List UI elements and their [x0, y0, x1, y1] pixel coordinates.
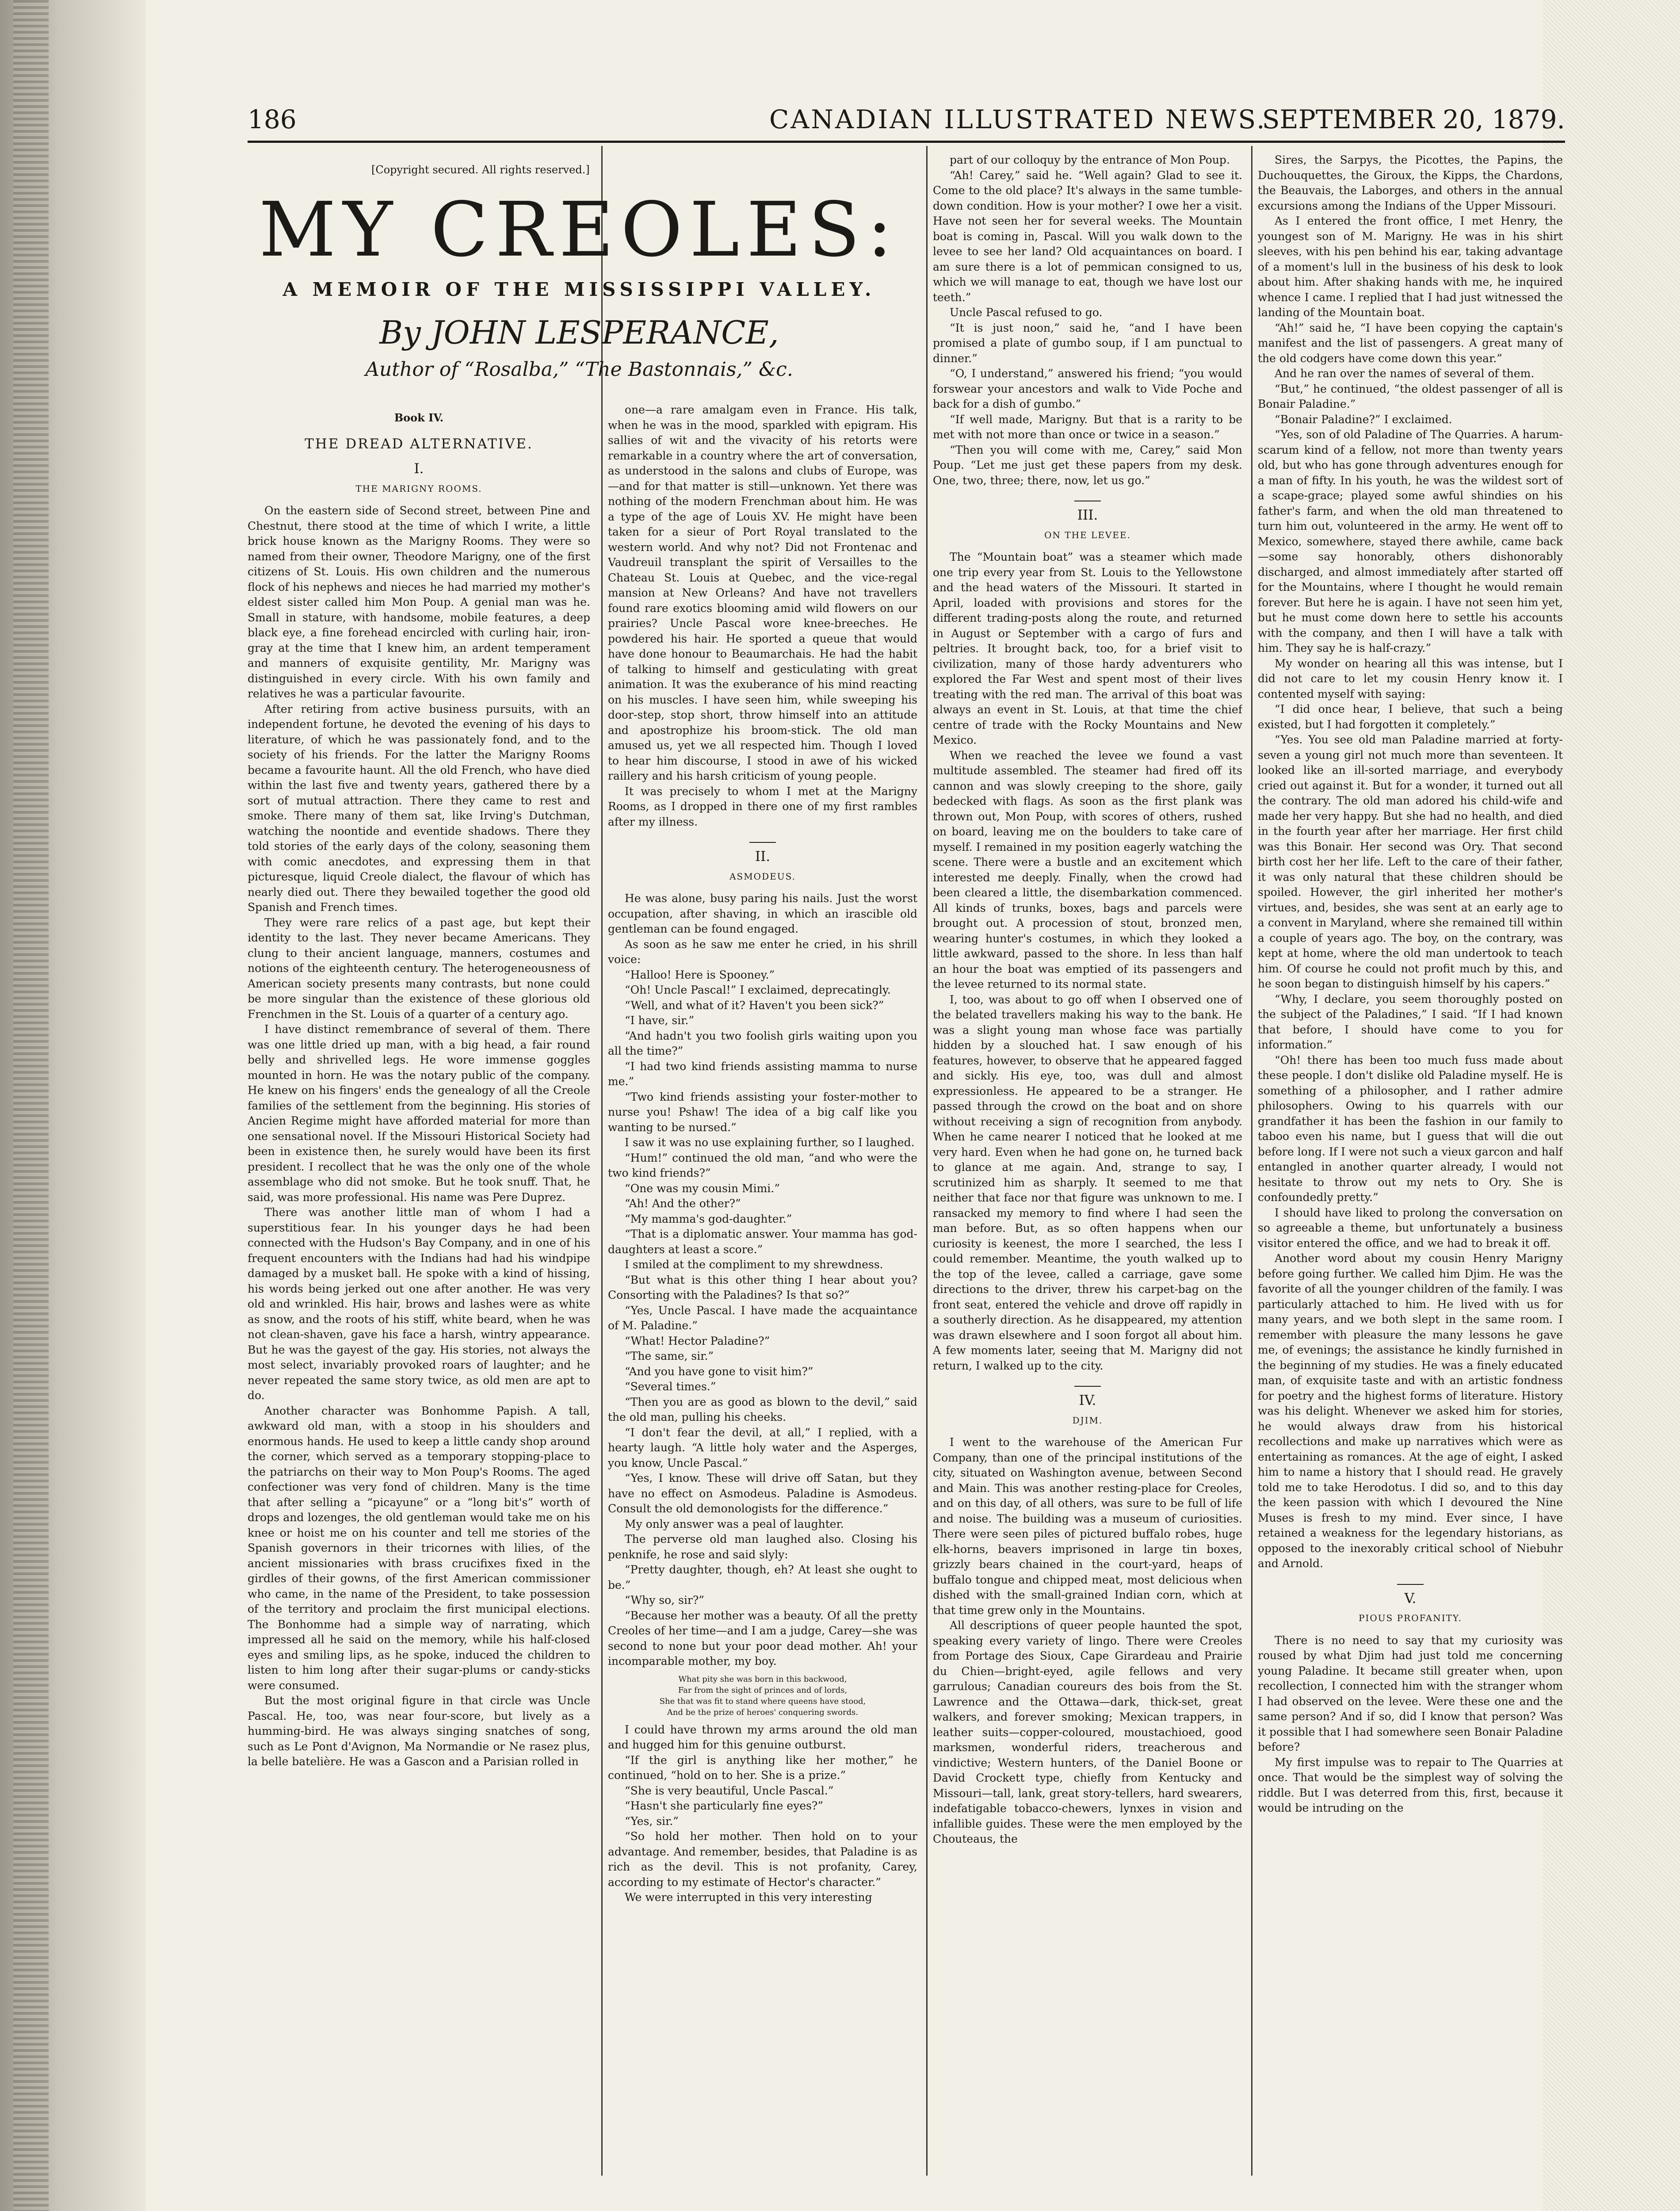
page-header [248, 104, 1565, 144]
chapter-title: PIOUS PROFANITY. [1359, 1613, 1462, 1623]
paragraph: “O, I understand,” answered his friend; “you would forswear your ancestors and walk to Vide Poche and back for a dish of gumbo.” [933, 367, 1242, 410]
paragraph: “If well made, Marigny. But that is a rarity to be met with not more than once or twice in a season.” [933, 413, 1242, 441]
column-3 [933, 153, 1242, 2176]
paragraph: All descriptions of queer people haunted the spot, speaking every variety of lingo. There were Creoles from Portage des Sioux, Cape Girardeau and Prairie du Chien—bright-eyed, agile fellows and very garrulous; Canadian coureurs des bois from the St. Lawrence and the Ottawa—dark, thick-set, great walkers, and forever smoking; Mexican trappers, in leather suits—copper-coloured, moustachioed, good marksmen, wonderful riders, treacherous and vindictive; Western hunters, of the Daniel Boone or David Crockett type, chiefly from Kentucky and Missouri—tall, lank, great story-tellers, hard swearers, indefatigable tobacco-chewers, lynxes in vision and infallible guides. These were the men employed by the Chouteaus, the [933, 1619, 1242, 1845]
paragraph: But the most original figure in that circle was Uncle Pascal. He, too, was near four-score, but lively as a humming-bird. He was always singing snatches of song, such as Le Pont d'Avignon, Ma Normandie or Ne rasez plus, la belle batelière. He was a Gascon and a Parisian rolled in [248, 1694, 590, 1768]
byline: By JOHN LESPERANCE, [379, 314, 779, 351]
paragraph: “Hasn't she particularly fine eyes?” [625, 1799, 824, 1812]
chapter-number: III. [1077, 507, 1098, 523]
chapter-title: DJIM. [1072, 1415, 1103, 1426]
paragraph: one—a rare amalgam even in France. His talk, when he was in the mood, sparkled with epigram. His sallies of wit and the vivacity of his retorts were remarkable in a country where the art of conversation, as understood in the salons and clubs of Europe, was—and for that matter is still—unknown. Yet there was nothing of the modern Frenchman about him. He was a type of the age of Louis XV. He might have been taken for a sieur of Port Royal translated to the western world. And why not? Did not Frontenac and Vaudreuil transplant the spirit of Versailles to the Chateau St. Louis at Quebec, and the vice-regal mansion at New Orleans? And have not travellers found rare exotics blooming amid wild flowers on our prairies? Uncle Pascal wore knee-breeches. He powdered his hair. He sported a queue that would have done honour to Beaumarchais. He had the habit of talking to himself and gesticulating with great animation. It was the exuberance of his mind reacting on his muscles. I have seen him, while sweeping his door-step, stop short, throw himself into an attitude and apostrophize his broom-stick. The old man amused us, yet we all respected him. Though I loved to hear him discourse, I stood in awe of his wicked raillery and his harsh criticism of young people. [608, 403, 917, 782]
paragraph: “And hadn't you two foolish girls waiting upon you all the time?” [608, 1029, 917, 1057]
paragraph: “Yes, son of old Paladine of The Quarries. A harum-scarum kind of a fellow, not more than twenty years old, but who has gone through adventures enough for a man of fifty. In his youth, he was the wildest sort of a scape-grace; played some awful shindies on his father's farm, and when the old man threatened to turn him out, volunteered in the army. He went off to Mexico, somewhere, stayed there awhile, came back—some say honorably, others dishonorably discharged, and almost immediately after started off for the Mountains, where I thought he would remain forever. But here he is again. I have not seen him yet, but he must come down here to settle his accounts with the company, and then I will have a talk with him. They say he is half-crazy.” [1258, 428, 1563, 654]
paragraph: “If the girl is anything like her mother,” he continued, “hold on to her. She is a prize.” [608, 1753, 917, 1782]
part-title: THE DREAD ALTERNATIVE. [305, 436, 533, 452]
chapter-title: ON THE LEVEE. [1044, 529, 1131, 540]
article-title: MY CREOLES: [259, 186, 900, 274]
paragraph: It was precisely to whom I met at the Marigny Rooms, as I dropped in there one of my first rambles after my illness. [608, 784, 917, 828]
column-divider [1251, 146, 1252, 2176]
verse-quote [608, 1674, 917, 1718]
paragraph: “I have, sir.” [625, 1014, 695, 1027]
paragraph: “Ah! Carey,” said he. “Well again? Glad to see it. Come to the old place? It's always in the same tumble-down condition. How is your mother? I owe her a visit. Have not seen her for several weeks. The Mountain boat is coming in, Pascal. Will you walk down to the levee to see her land? Old acquaintances on board. I am sure there is a lot of pemmican consigned to us, which we will manage to eat, though we have lost our teeth.” [933, 168, 1242, 304]
paragraph: I have distinct remembrance of several of them. There was one little dried up man, with a big head, a fair round belly and shrivelled legs. He wore immense goggles mounted in horn. He was the notary public of the company. He knew on his fingers' ends the genealogy of all the Creole families of the settlement from the beginning. His stories of Ancien Regime might have afforded material for more than one sensational novel. If the Missouri Historical Society had been in existence then, he surely would have been its first president. I recollect that he was the only one of the whole assemblage who did not smoke. But he took snuff. That, he said, was more professional. His name was Pere Duprez. [248, 1023, 590, 1204]
paragraph: After retiring from active business pursuits, with an independent fortune, he devoted the evening of his days to literature, of which he was passionately fond, and to the society of his friends. For the latter the Marigny Rooms became a favourite haunt. All the old French, who have died within the last five and twenty years, gathered there by a sort of mutual attraction. There they came to rest and smoke. There many of them sat, like Irving's Dutchman, watching the noontide and eventide shadows. There they told stories of the early days of the colony, seasoning them with comic anecdotes, and expressing them in that picturesque, liquid Creole dialect, the flavour of which has nearly died out. There they bewailed together the good old Spanish and French times. [248, 702, 590, 914]
paragraph: “It is just noon,” said he, “and I have been promised a plate of gumbo soup, if I am punctual to dinner.” [933, 321, 1242, 365]
paragraph: The “Mountain boat” was a steamer which made one trip every year from St. Louis to the Yellowstone and the head waters of the Missouri. It started in April, loaded with provisions and stores for the different trading-posts along the route, and returned in August or September with a cargo of furs and peltries. It brought back, too, for a brief visit to civilization, many of those hardy adventurers who explored the Far West and spent most of their lives treating with the red man. The arrival of this boat was always an event in St. Louis, at that time the chief centre of trade with the Rocky Mountains and New Mexico. [933, 551, 1242, 746]
paragraph: “And you have gone to visit him?” [625, 1365, 813, 1378]
paragraph: “The same, sir.” [625, 1350, 714, 1362]
paragraph: “One was my cousin Mimi.” [625, 1182, 780, 1195]
paragraph: “I did once hear, I believe, that such a being existed, but I had forgotten it completely.” [1258, 703, 1563, 731]
paragraph: “I had two kind friends assisting mamma to nurse me.” [608, 1060, 917, 1088]
chapter-title: ASMODEUS. [729, 871, 796, 882]
column-1 [248, 402, 590, 2176]
paragraph: “Well, and what of it? Haven't you been sick?” [625, 998, 884, 1012]
paragraph: “Yes, I know. These will drive off Satan, but they have no effect on Asmodeus. Paladine is Asmodeus. Consult the old demonologists for the difference.” [608, 1472, 917, 1515]
paragraph: Sires, the Sarpys, the Picottes, the Papins, the Duchouquettes, the Giroux, the Kipps, the Chardons, the Beauvais, the Laborges, and others in the annual excursions among the Indians of the Upper Missouri. [1258, 153, 1563, 212]
paragraph: “Oh! Uncle Pascal!” I exclaimed, deprecatingly. [625, 983, 891, 996]
paragraph: “So hold her mother. Then hold on to your advantage. And remember, besides, that Paladine is as rich as the devil. This is not profanity, Carey, according to my estimate of Hector's character.” [608, 1830, 917, 1889]
verse-line: And be the prize of heroes' conquering swords. [667, 1707, 859, 1717]
chapter-number: I. [414, 461, 424, 477]
issue-date: SEPTEMBER 20, 1879. [1262, 104, 1565, 134]
paragraph: “Halloo! Here is Spooney.” [625, 968, 775, 981]
paragraph: When we reached the levee we found a vast multitude assembled. The steamer had fired off its cannon and was slowly creeping to the shore, gaily bedecked with flags. As soon as the first plank was thrown out, Mon Poup, with scores of others, rushed on board, leaving me on the boulders to take care of myself. I remained in my position eagerly watching the scene. There were a bustle and an excitement which interested me deeply. Finally, when the crowd had been cleared a little, the disembarkation commenced. All kinds of trunks, boxes, bags and parcels were brought out. A procession of stout, bronzed men, wearing hunter's costumes, in which they looked a little awkward, passed to the shore. In less than half an hour the boat was emptied of its passengers and the levee returned to its normal state. [933, 749, 1242, 991]
paragraph: “I don't fear the devil, at all,” I replied, with a hearty laugh. “A little holy water and the Asperges, you know, Uncle Pascal.” [608, 1426, 917, 1469]
paragraph: “My mamma's god-daughter.” [625, 1212, 792, 1225]
copyright-notice: [Copyright secured. All rights reserved.] [371, 164, 590, 176]
binding-edge [0, 0, 146, 2211]
paragraph: “Ah!” said he, “I have been copying the captain's manifest and the list of passengers. A great many of the old codgers have come down this year.” [1258, 321, 1563, 365]
paragraph: On the eastern side of Second street, between Pine and Chestnut, there stood at the time of which I write, a little brick house known as the Marigny Rooms. They were so named from their owner, Theodore Marigny, one of the first citizens of St. Louis. His own children and the numerous flock of his nephews and nieces he had married my mother's eldest sister called him Mon Poup. A genial man was he. Small in stature, with handsome, mobile features, a deep black eye, a fine forehead encircled with curling hair, iron-gray at the time that I knew him, an ardent temperament and manners of exquisite gentility, Mr. Marigny was distinguished in every circle. With his own family and relatives he was a particular favourite. [248, 504, 590, 700]
masthead: CANADIAN ILLUSTRATED NEWS. [769, 104, 1267, 134]
paragraph: “Yes. You see old man Paladine married at forty-seven a young girl not much more than seventeen. It looked like an ill-sorted marriage, and everybody cried out against it. But for a wonder, it turned out all the contrary. The old man adored his child-wife and made her very happy. But she had no health, and died in the fourth year after her marriage. Her first child was this Bonair. Her second was Ory. That second birth cost her her life. Left to the care of their father, it was only natural that these children should be spoiled. However, the girl inherited her mother's virtues, and, besides, she was sent at an early age to a convent in Maryland, where she remained till within a couple of years ago. The boy, on the contrary, was kept at home, where the old man undertook to teach him. Of course he could not profit much by this, and he soon began to distinguish himself by his capers.” [1258, 733, 1563, 990]
column-divider [601, 146, 603, 2176]
paper-margin [1543, 0, 1680, 2211]
paragraph: As soon as he saw me enter he cried, in his shrill voice: [608, 937, 917, 966]
paragraph: And he ran over the names of several of them. [1275, 367, 1535, 380]
column-divider [926, 146, 928, 2176]
paragraph: “Hum!” continued the old man, “and who were the two kind friends?” [608, 1151, 917, 1179]
chapter-number: IV. [1079, 1392, 1096, 1408]
paragraph: “Bonair Paladine?” I exclaimed. [1275, 413, 1452, 426]
verse-line: She that was fit to stand where queens have stood, [659, 1696, 866, 1706]
paragraph: “That is a diplomatic answer. Your mamma has god-daughters at least a score.” [608, 1228, 917, 1256]
paragraph: Uncle Pascal refused to go. [950, 306, 1103, 319]
paragraph: Another word about my cousin Henry Marigny before going further. We called him Djim. He was the favorite of all the younger children of the family. I was particularly attached to him. He lived with us for many years, and we both slept in the same room. I remember with pleasure the many lessons he gave me, of evenings; the assistance he kindly furnished in the beginning of my studies. He was a finely educated man, of exquisite taste and with an artistic fondness for poetry and the highest forms of literature. History was his delight. Whenever we asked him for stories, he would always draw from his historical recollections and make up narratives which were as entertaining as romances. At the age of eight, I asked him to name a history that I should read. He gravely told me to take Herodotus. I did so, and to this day the keen passion with which I devoured the Nine Muses is fresh to my mind. Ever since, I have retained a weakness for the legendary historians, as opposed to the inexorably critical school of Niebuhr and Arnold. [1258, 1252, 1563, 1570]
paragraph: As I entered the front office, I met Henry, the youngest son of M. Marigny. He was in his shirt sleeves, with his pen behind his ear, taking advantage of a moment's lull in the business of his desk to look about him. After shaking hands with me, he inquired whence I came. I replied that I had just witnessed the landing of the Mountain boat. [1258, 214, 1563, 319]
author-note: Author of “Rosalba,” “The Bastonnais,” &c. [365, 358, 793, 381]
paragraph: I, too, was about to go off when I observed one of the belated travellers making his way to the bank. He was a slight young man whose face was partially hidden by a slouched hat. I saw enough of his features, however, to observe that he appeared fagged and sickly. His eye, too, was dull and almost expressionless. He appeared to be a stranger. He passed through the crowd on the boat and on shore without receiving a sign of recognition from anybody. When he came nearer I noticed that he looked at me very hard. Even when he had gone on, he turned back to glance at me again. And, strange to say, I scrutinized him as sharply. It seemed to me that neither that face nor that figure was unknown to me. I ransacked my memory to find where I had seen the man before. But, as so often happens when our curiosity is keenest, the more I searched, the less I could remember. Meantime, the youth walked up to the top of the levee, called a carriage, gave some directions to the driver, threw his carpet-bag on the front seat, entered the vehicle and drove off rapidly in a southerly direction. As he disappeared, my attention was drawn elsewhere and I soon forgot all about him. A few moments later, seeing that M. Marigny did not return, I walked up to the city. [933, 993, 1242, 1372]
paragraph: There is no need to say that my curiosity was roused by what Djim had just told me concerning young Paladine. It became still greater when, upon recollection, I connected him with the stranger whom I had observed on the levee. Were these one and the same person? And if so, did I know that person? Was it possible that I had somewhere seen Bonair Paladine before? [1258, 1633, 1563, 1753]
paragraph: “Oh! there has been too much fuss made about these people. I don't dislike old Paladine myself. He is something of a philosopher, and I rather admire philosophers. Owing to his quarrels with our grandfather it has been the fashion in our family to taboo even his name, but I guess that will die out before long. If I were not such a vieux garcon and half entangled in another quarter already, I would not hesitate to throw out my nets to Ory. She is confoundedly pretty.” [1258, 1053, 1563, 1204]
paragraph: Another character was Bonhomme Papish. A tall, awkward old man, with a stoop in his shoulders and enormous hands. He used to keep a little candy shop around the corner, which served as a temporary stopping-place to the patriarchs on their way to Mon Poup's Rooms. The aged confectioner was very fond of children. Many is the time that after selling a “picayune” or a “long bit's” worth of drops and lozenges, the old gentleman would take me on his knee or hoist me on his counter and tell me stories of the Spanish governors in their tricornes with lilies, of the ancient missionaries with brass crucifixes fixed in the girdles of their gowns, of the first American commissioner who came, in the name of the President, to take possession of the territory and proclaim the first municipal elections. The Bonhomme had a simple way of narrating, which impressed all he said on the memory, while his half-closed eyes and smiling lips, as he spoke, induced the children to listen to him long after their sugar-plums or candy-sticks were consumed. [248, 1404, 590, 1692]
page-number: 186 [248, 104, 297, 134]
paragraph: “But what is this other thing I hear about you? Consorting with the Paladines? Is that so?” [608, 1273, 917, 1301]
chapter-number: V. [1404, 1590, 1417, 1607]
paragraph: “But,” he continued, “the oldest passenger of all is Bonair Paladine.” [1258, 382, 1563, 410]
paragraph: “She is very beautiful, Uncle Pascal.” [625, 1784, 834, 1797]
paragraph: “Two kind friends assisting your foster-mother to nurse you! Pshaw! The idea of a big calf like you wanting to be nursed.” [608, 1090, 917, 1134]
chapter-number: II. [755, 849, 771, 865]
column-2 [608, 402, 917, 2176]
paragraph: “Yes, sir.” [625, 1814, 679, 1828]
column-4 [1258, 153, 1563, 2176]
paragraph: “Yes, Uncle Pascal. I have made the acquaintance of M. Paladine.” [608, 1304, 917, 1332]
verse-line: What pity she was born in this backwood, [678, 1674, 847, 1684]
section-rule [1397, 1584, 1424, 1585]
paragraph: “Why so, sir?” [625, 1594, 705, 1607]
paragraph: “Because her mother was a beauty. Of all the pretty Creoles of her time—and I am a judge, Carey—she was second to none but your poor dead mother. Ah! your incomparable mother, my boy. [608, 1609, 917, 1668]
paragraph: part of our colloquy by the entrance of Mon Poup. [950, 153, 1230, 166]
paragraph: I could have thrown my arms around the old man and hugged him for this genuine outburst. [608, 1723, 917, 1751]
paragraph: “What! Hector Paladine?” [625, 1334, 770, 1347]
header-rule [248, 141, 1565, 143]
paragraph: I smiled at the compliment to my shrewdness. [625, 1258, 883, 1271]
paragraph: “Then you will come with me, Carey,” said Mon Poup. “Let me just get these papers from my desk. One, two, three; there, now, let us go.” [933, 443, 1242, 487]
section-rule [1074, 1386, 1101, 1387]
chapter-title: THE MARIGNY ROOMS. [355, 483, 482, 494]
paragraph: He was alone, busy paring his nails. Just the worst occupation, after shaving, in which an irascible old gentleman can be found engaged. [608, 892, 917, 935]
paragraph: They were rare relics of a past age, but kept their identity to the last. They never became Americans. They clung to their ancient language, manners, costumes and notions of the eighteenth century. The heterogeneousness of American society presents many contrasts, but none could be more singular than the existence of these glorious old Frenchmen in the St. Louis of a quarter of a century ago. [248, 916, 590, 1021]
paragraph: The perverse old man laughed also. Closing his penknife, he rose and said slyly: [608, 1533, 917, 1561]
paragraph: “Several times.” [625, 1380, 716, 1393]
paragraph: “Why, I declare, you seem thoroughly posted on the subject of the Paladines,” I said. “If I had known that before, I should have come to you for information.” [1258, 992, 1563, 1051]
book-heading: Book IV. [394, 411, 444, 424]
article-subtitle: A MEMOIR OF THE MISSISSIPPI VALLEY. [283, 279, 876, 300]
paragraph: I saw it was no use explaining further, so I laughed. [625, 1136, 915, 1149]
paragraph: My only answer was a peal of laughter. [625, 1517, 844, 1530]
paragraph: We were interrupted in this very interesting [625, 1891, 872, 1904]
paragraph: I should have liked to prolong the conversation on so agreeable a theme, but unfortunately a business visitor entered the office, and we had to break it off. [1258, 1206, 1563, 1250]
paragraph: “Ah! And the other?” [625, 1197, 741, 1210]
verse-line: Far from the sight of princes and of lords, [678, 1685, 848, 1695]
section-rule [749, 842, 776, 843]
paragraph: “Then you are as good as blown to the devil,” said the old man, pulling his cheeks. [608, 1395, 917, 1423]
paragraph: My wonder on hearing all this was intense, but I did not care to let my cousin Henry know it. I contented myself with saying: [1258, 657, 1563, 700]
paragraph: My first impulse was to repair to The Quarries at once. That would be the simplest way of solving the riddle. But I was deterred from this, first, because it would be intruding on the [1258, 1756, 1563, 1814]
paragraph: There was another little man of whom I had a superstitious fear. In his younger days he had been connected with the Hudson's Bay Company, and in one of his frequent encounters with the Indians had had his windpipe damaged by a musket ball. He spoke with a kind of hissing, his words being jerked out one after another. He was very old and wrinkled. His hair, brows and lashes were as white as snow, and the roots of his stiff, white beard, when he was not clean-shaven, gave his face a harsh, wintry appearance. But he was the gayest of the gay. His stories, not always the most select, invariably provoked roars of laughter; and he never repeated the same story twice, as old men are apt to do. [248, 1206, 590, 1402]
paragraph: I went to the warehouse of the American Fur Company, than one of the principal institutions of the city, situated on Washington avenue, between Second and Main. This was another resting-place for Creoles, and on this day, of all others, was sure to be full of life and noise. The building was a museum of curiosities. There were seen piles of pictured buffalo robes, huge elk-horns, beavers imprisoned in large tin boxes, grizzly bears chained in the court-yard, heaps of buffalo tongue and chipped meat, most delicious when dished with the small-grained Indian corn, which at that time grew only in the Mountains. [933, 1436, 1242, 1617]
paragraph: “Pretty daughter, though, eh? At least she ought to be.” [608, 1563, 917, 1591]
